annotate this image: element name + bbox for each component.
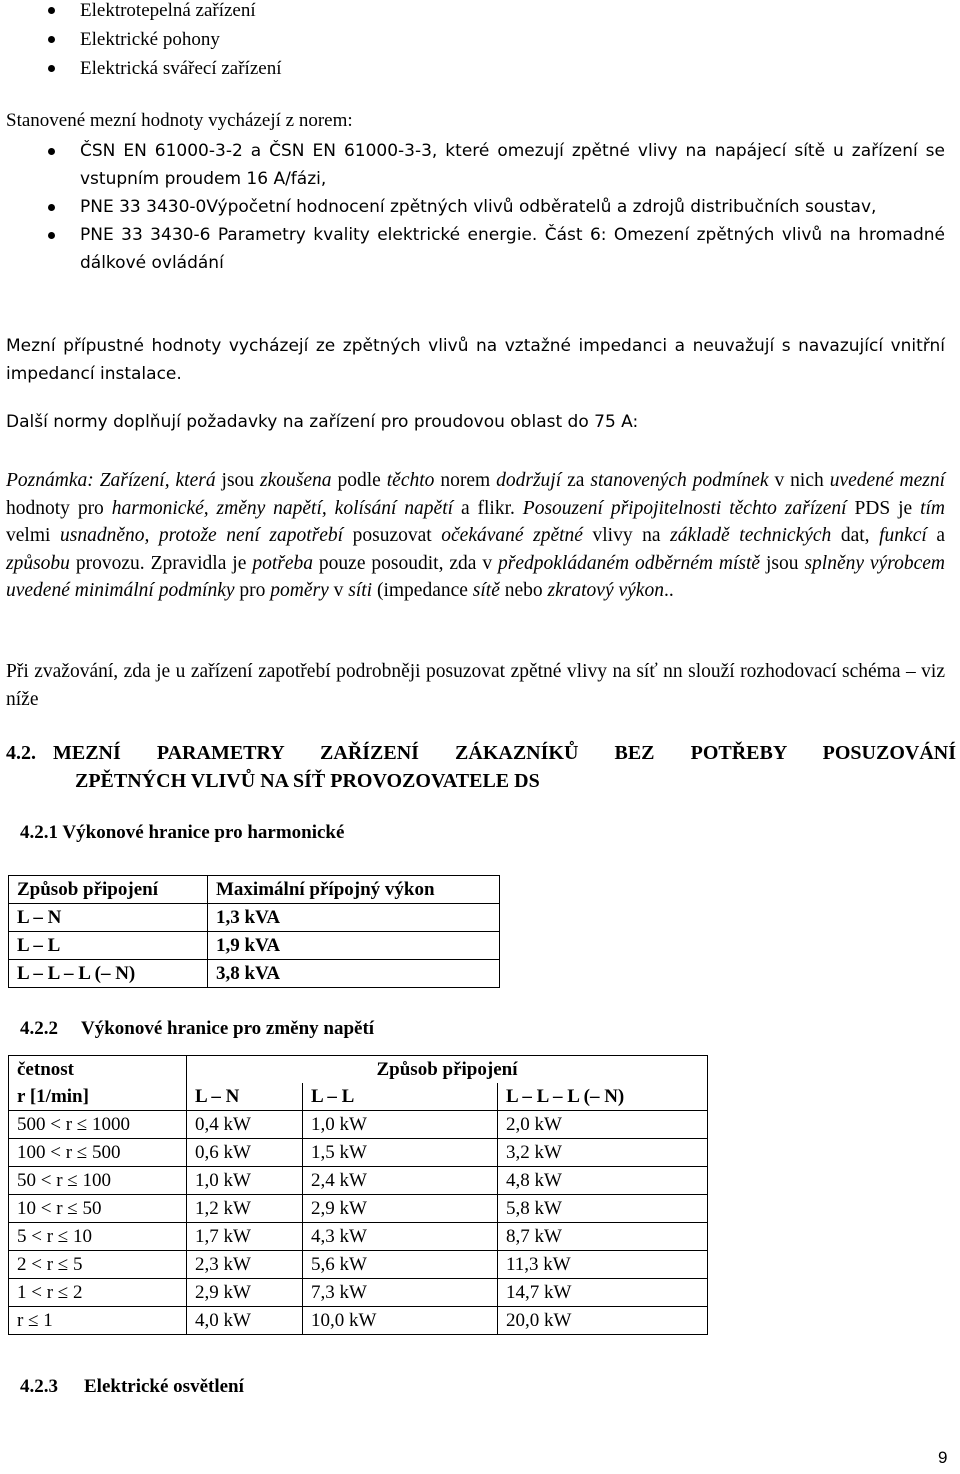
table-cell: 10 < r ≤ 50 [9,1195,187,1223]
table-cell: 5 < r ≤ 10 [9,1223,187,1251]
table-header-cell: L – L – L (– N) [498,1083,708,1111]
table-cell: 5,8 kW [498,1195,708,1223]
table-cell: 1,3 kVA [208,904,500,932]
table-cell: 4,3 kW [303,1223,498,1251]
table-body [9,1111,708,1335]
table-cell: 2,0 kW [498,1111,708,1139]
table-cell: 10,0 kW [303,1307,498,1335]
table-row [9,1251,708,1279]
table-header-row [9,876,500,904]
appliance-list [0,0,760,83]
subsection-number: 4.2.2 [20,1018,58,1039]
table-header-cell: Způsob připojení [9,876,208,904]
list-item: Elektrotepelná zařízení [0,0,760,25]
harmonics-table [8,875,500,988]
table-cell: 1,0 kW [303,1111,498,1139]
table-row [9,960,500,988]
table-row [9,904,500,932]
list-item: PNE 33 3430-0Výpočetní hodnocení zpětných vlivů odběratelů a zdrojů distribučních soustav, [0,193,945,221]
standards-intro: Stanovené mezní hodnoty vycházejí z norem: [6,110,353,131]
list-item: Elektrická svářecí zařízení [0,54,760,83]
table-row [9,1111,708,1139]
table-cell: 0,6 kW [187,1139,303,1167]
table-cell: 5,6 kW [303,1251,498,1279]
subsection-heading-4-2-3 [20,1376,244,1398]
table-header-cell: L – N [187,1083,303,1111]
table-row [9,1195,708,1223]
table-cell: 14,7 kW [498,1279,708,1307]
list-item: PNE 33 3430-6 Parametry kvality elektrické energie. Část 6: Omezení zpětných vlivů na hromadné dálkové ovládání [0,221,945,277]
table-cell: 8,7 kW [498,1223,708,1251]
table-row [9,932,500,960]
table-header-cell: četnost [9,1056,187,1084]
table-cell: 500 < r ≤ 1000 [9,1111,187,1139]
table-cell: 50 < r ≤ 100 [9,1167,187,1195]
table-cell: 3,2 kW [498,1139,708,1167]
table-row [9,1139,708,1167]
table-cell: 4,0 kW [187,1307,303,1335]
note-label: Poznámka: [6,470,94,491]
subsection-title: Elektrické osvětlení [84,1376,244,1397]
section-number: 4.2. [6,742,36,764]
subsection-number: 4.2.3 [20,1376,58,1397]
section-heading-4-2 [6,739,956,795]
table-cell: 7,3 kW [303,1279,498,1307]
table-row [9,1223,708,1251]
table-cell: r ≤ 1 [9,1307,187,1335]
standards-list [0,137,945,277]
table-cell: 20,0 kW [498,1307,708,1335]
table-cell: 2,3 kW [187,1251,303,1279]
page-number: 9 [938,1448,948,1467]
table-cell: 1,7 kW [187,1223,303,1251]
table-row [9,1307,708,1335]
section-title-line2: ZPĚTNÝCH VLIVŮ NA SÍŤ PROVOZOVATELE DS [75,770,540,792]
table-cell: 1,9 kVA [208,932,500,960]
table-cell: 2 < r ≤ 5 [9,1251,187,1279]
table-header-row [9,1056,708,1084]
subsection-heading-4-2-2 [20,1018,374,1040]
table-cell: 3,8 kVA [208,960,500,988]
table-cell: 2,9 kW [187,1279,303,1307]
table-cell: 1,2 kW [187,1195,303,1223]
table-cell: L – L [9,932,208,960]
table-header-cell: Způsob připojení [187,1056,708,1084]
table-cell: 100 < r ≤ 500 [9,1139,187,1167]
table-cell: 1,0 kW [187,1167,303,1195]
list-item: ČSN EN 61000-3-2 a ČSN EN 61000-3-3, které omezují zpětné vlivy na napájecí sítě u zařízení se vstupním proudem 16 A/fázi, [0,137,945,193]
scheme-paragraph: Při zvažování, zda je u zařízení zapotřebí podrobněji posuzovat zpětné vlivy na síť nn slouží rozhodovací schéma – viz níže [6,661,945,710]
table-cell: 0,4 kW [187,1111,303,1139]
table-cell: 1 < r ≤ 2 [9,1279,187,1307]
list-item: Elektrické pohony [0,25,760,54]
table-cell: 11,3 kW [498,1251,708,1279]
other-standards-paragraph: Další normy doplňují požadavky na zařízení pro proudovou oblast do 75 A: [6,412,639,432]
table-header-cell: L – L [303,1083,498,1111]
table-cell: 2,4 kW [303,1167,498,1195]
limits-paragraph: Mezní přípustné hodnoty vycházejí ze zpětných vlivů na vztažné impedanci a neuvažují s navazující vnitřní impedancí instalace. [6,336,945,384]
table-row [9,1167,708,1195]
table-cell: L – L – L (– N) [9,960,208,988]
subsection-heading-4-2-1: 4.2.1 Výkonové hranice pro harmonické [20,822,345,843]
table-row [9,1279,708,1307]
table-cell: 2,9 kW [303,1195,498,1223]
table-header-cell: r [1/min] [9,1083,187,1111]
table-cell: L – N [9,904,208,932]
voltage-change-table [8,1055,708,1335]
section-title-line1: MEZNÍ PARAMETRY ZAŘÍZENÍ ZÁKAZNÍKŮ BEZ POTŘEBY POSUZOVÁNÍ [53,742,956,764]
table-cell: 1,5 kW [303,1139,498,1167]
subsection-title: Výkonové hranice pro změny napětí [81,1018,375,1039]
table-header-cell: Maximální přípojný výkon [208,876,500,904]
table-cell: 4,8 kW [498,1167,708,1195]
table-header-row [9,1083,708,1111]
note-paragraph: Poznámka: Zařízení, která jsou zkoušena podle těchto norem dodržují za stanovených podmínek v nich uvedené mezní hodnoty pro harmonické, změny napětí, kolísání napětí a flikr. Posouzení připojitelnosti těchto zařízení PDS je tím velmi usnadněno, protože není zapotřebí posuzovat očekávané zpětné vlivy na základě technických dat, funkcí a způsobu provozu. Zpravidla je potřeba pouze posoudit, zda v předpokládaném odběrném místě jsou splněny výrobcem uvedené minimální podmínky pro poměry v síti (impedance sítě nebo zkratový výkon.. [6,470,946,601]
